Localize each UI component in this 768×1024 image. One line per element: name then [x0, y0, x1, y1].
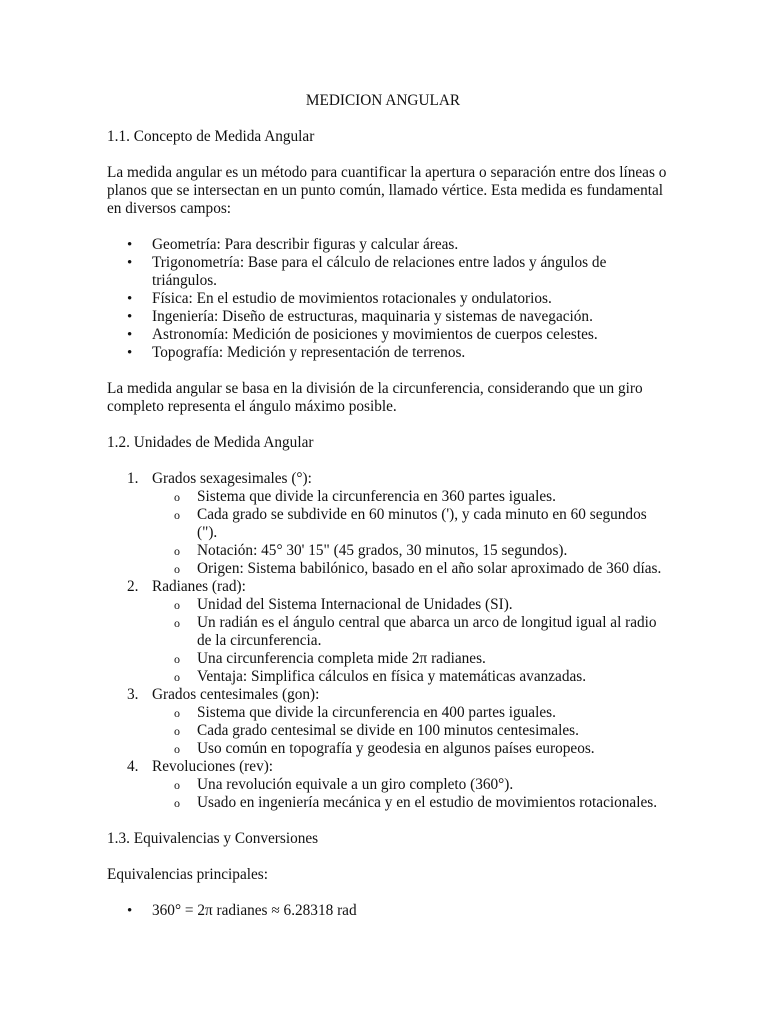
sub-item-text: Notación: 45° 30' 15" (45 grados, 30 minutos, 15 segundos).: [197, 542, 568, 559]
circle-bullet-icon: o: [174, 652, 180, 666]
section-3-intro: Equivalencias principales:: [107, 866, 268, 883]
units-list: [107, 470, 667, 812]
sub-item: [174, 776, 667, 794]
list-item: [127, 236, 667, 254]
section-3-heading: 1.3. Equivalencias y Conversiones: [107, 830, 319, 847]
unit-number: 2.: [127, 578, 139, 595]
section-2-heading: 1.2. Unidades de Medida Angular: [107, 434, 314, 451]
document-title: MEDICION ANGULAR: [305, 92, 461, 109]
unit-number: 3.: [127, 686, 139, 703]
bullet-icon: •: [127, 291, 133, 307]
unit-number: 4.: [127, 758, 139, 775]
circle-bullet-icon: o: [174, 670, 180, 684]
sub-item-text: Sistema que divide la circunferencia en 400 partes iguales.: [197, 704, 556, 721]
unit-label: Grados sexagesimales (°):: [152, 470, 312, 487]
unit-sublist: [152, 596, 667, 686]
circle-bullet-icon: o: [174, 796, 180, 810]
document-page: [107, 92, 667, 920]
sub-item: [174, 650, 667, 668]
sub-item-text: Origen: Sistema babilónico, basado en el año solar aproximado de 360 días.: [197, 560, 662, 577]
circle-bullet-icon: o: [174, 544, 180, 558]
circle-bullet-icon: o: [174, 706, 180, 720]
list-item-text: Topografía: Medición y representación de terrenos.: [152, 344, 466, 361]
sub-item: [174, 794, 667, 812]
circle-bullet-icon: o: [174, 724, 180, 738]
sub-item: [174, 542, 667, 560]
sub-item-text: Un radián es el ángulo central que abarca un arco de longitud igual al radio de la circunferencia.: [197, 614, 657, 649]
unit-number: 1.: [127, 470, 139, 487]
unit-item-revolutions: [127, 758, 667, 812]
list-item: [127, 326, 667, 344]
bullet-icon: •: [127, 309, 133, 325]
section-1-intro: La medida angular es un método para cuantificar la apertura o separación entre dos líneas o planos que se intersectan en un punto común, llamado vértice. Esta medida es fundamental en diversos campos:: [107, 164, 667, 217]
unit-label: Grados centesimales (gon):: [152, 686, 320, 703]
bullet-icon: •: [127, 237, 133, 253]
unit-label: Radianes (rad):: [152, 578, 246, 595]
list-item-text: Física: En el estudio de movimientos rotacionales y ondulatorios.: [152, 290, 552, 307]
unit-label: Revoluciones (rev):: [152, 758, 274, 775]
sub-item-text: Sistema que divide la circunferencia en 360 partes iguales.: [197, 488, 556, 505]
circle-bullet-icon: o: [174, 490, 180, 504]
sub-item: [174, 506, 667, 542]
section-1-heading: 1.1. Concepto de Medida Angular: [107, 128, 315, 145]
unit-item-centesimal: [127, 686, 667, 758]
sub-item: [174, 596, 667, 614]
circle-bullet-icon: o: [174, 508, 180, 522]
unit-sublist: [152, 776, 667, 812]
unit-sublist: [152, 488, 667, 578]
sub-item: [174, 560, 667, 578]
section-1-closing: La medida angular se basa en la división de la circunferencia, considerando que un giro completo representa el ángulo máximo posible.: [107, 380, 643, 415]
list-item-text: Ingeniería: Diseño de estructuras, maquinaria y sistemas de navegación.: [152, 308, 593, 325]
section-3-bullet-list: [107, 902, 667, 920]
bullet-icon: •: [127, 255, 133, 271]
bullet-icon: •: [127, 903, 133, 919]
list-item-text: Trigonometría: Base para el cálculo de relaciones entre lados y ángulos de triángulos.: [152, 254, 607, 289]
sub-item-text: Usado en ingeniería mecánica y en el estudio de movimientos rotacionales.: [197, 794, 658, 811]
sub-item-text: Uso común en topografía y geodesia en algunos países europeos.: [197, 740, 595, 757]
list-item: [127, 254, 667, 290]
sub-item: [174, 614, 667, 650]
sub-item-text: Cada grado centesimal se divide en 100 minutos centesimales.: [197, 722, 579, 739]
list-item-text: Geometría: Para describir figuras y calcular áreas.: [152, 236, 459, 253]
sub-item: [174, 668, 667, 686]
unit-sublist: [152, 704, 667, 758]
unit-item-radians: [127, 578, 667, 686]
sub-item-text: Cada grado se subdivide en 60 minutos ('), y cada minuto en 60 segundos (").: [197, 506, 647, 541]
circle-bullet-icon: o: [174, 598, 180, 612]
unit-item-sexagesimal: [127, 470, 667, 578]
list-item-text: 360° = 2π radianes ≈ 6.28318 rad: [152, 902, 357, 919]
sub-item: [174, 740, 667, 758]
sub-item: [174, 722, 667, 740]
list-item: [127, 290, 667, 308]
list-item-text: Astronomía: Medición de posiciones y movimientos de cuerpos celestes.: [152, 326, 598, 343]
section-1-bullet-list: [107, 236, 667, 362]
list-item: [127, 344, 667, 362]
circle-bullet-icon: o: [174, 778, 180, 792]
sub-item-text: Una circunferencia completa mide 2π radianes.: [197, 650, 486, 667]
circle-bullet-icon: o: [174, 742, 180, 756]
list-item: [127, 902, 667, 920]
circle-bullet-icon: o: [174, 562, 180, 576]
bullet-icon: •: [127, 345, 133, 361]
list-item: [127, 308, 667, 326]
sub-item: [174, 704, 667, 722]
sub-item-text: Unidad del Sistema Internacional de Unidades (SI).: [197, 596, 513, 613]
sub-item-text: Ventaja: Simplifica cálculos en física y matemáticas avanzadas.: [197, 668, 587, 685]
sub-item-text: Una revolución equivale a un giro completo (360°).: [197, 776, 514, 793]
circle-bullet-icon: o: [174, 616, 180, 630]
bullet-icon: •: [127, 327, 133, 343]
sub-item: [174, 488, 667, 506]
